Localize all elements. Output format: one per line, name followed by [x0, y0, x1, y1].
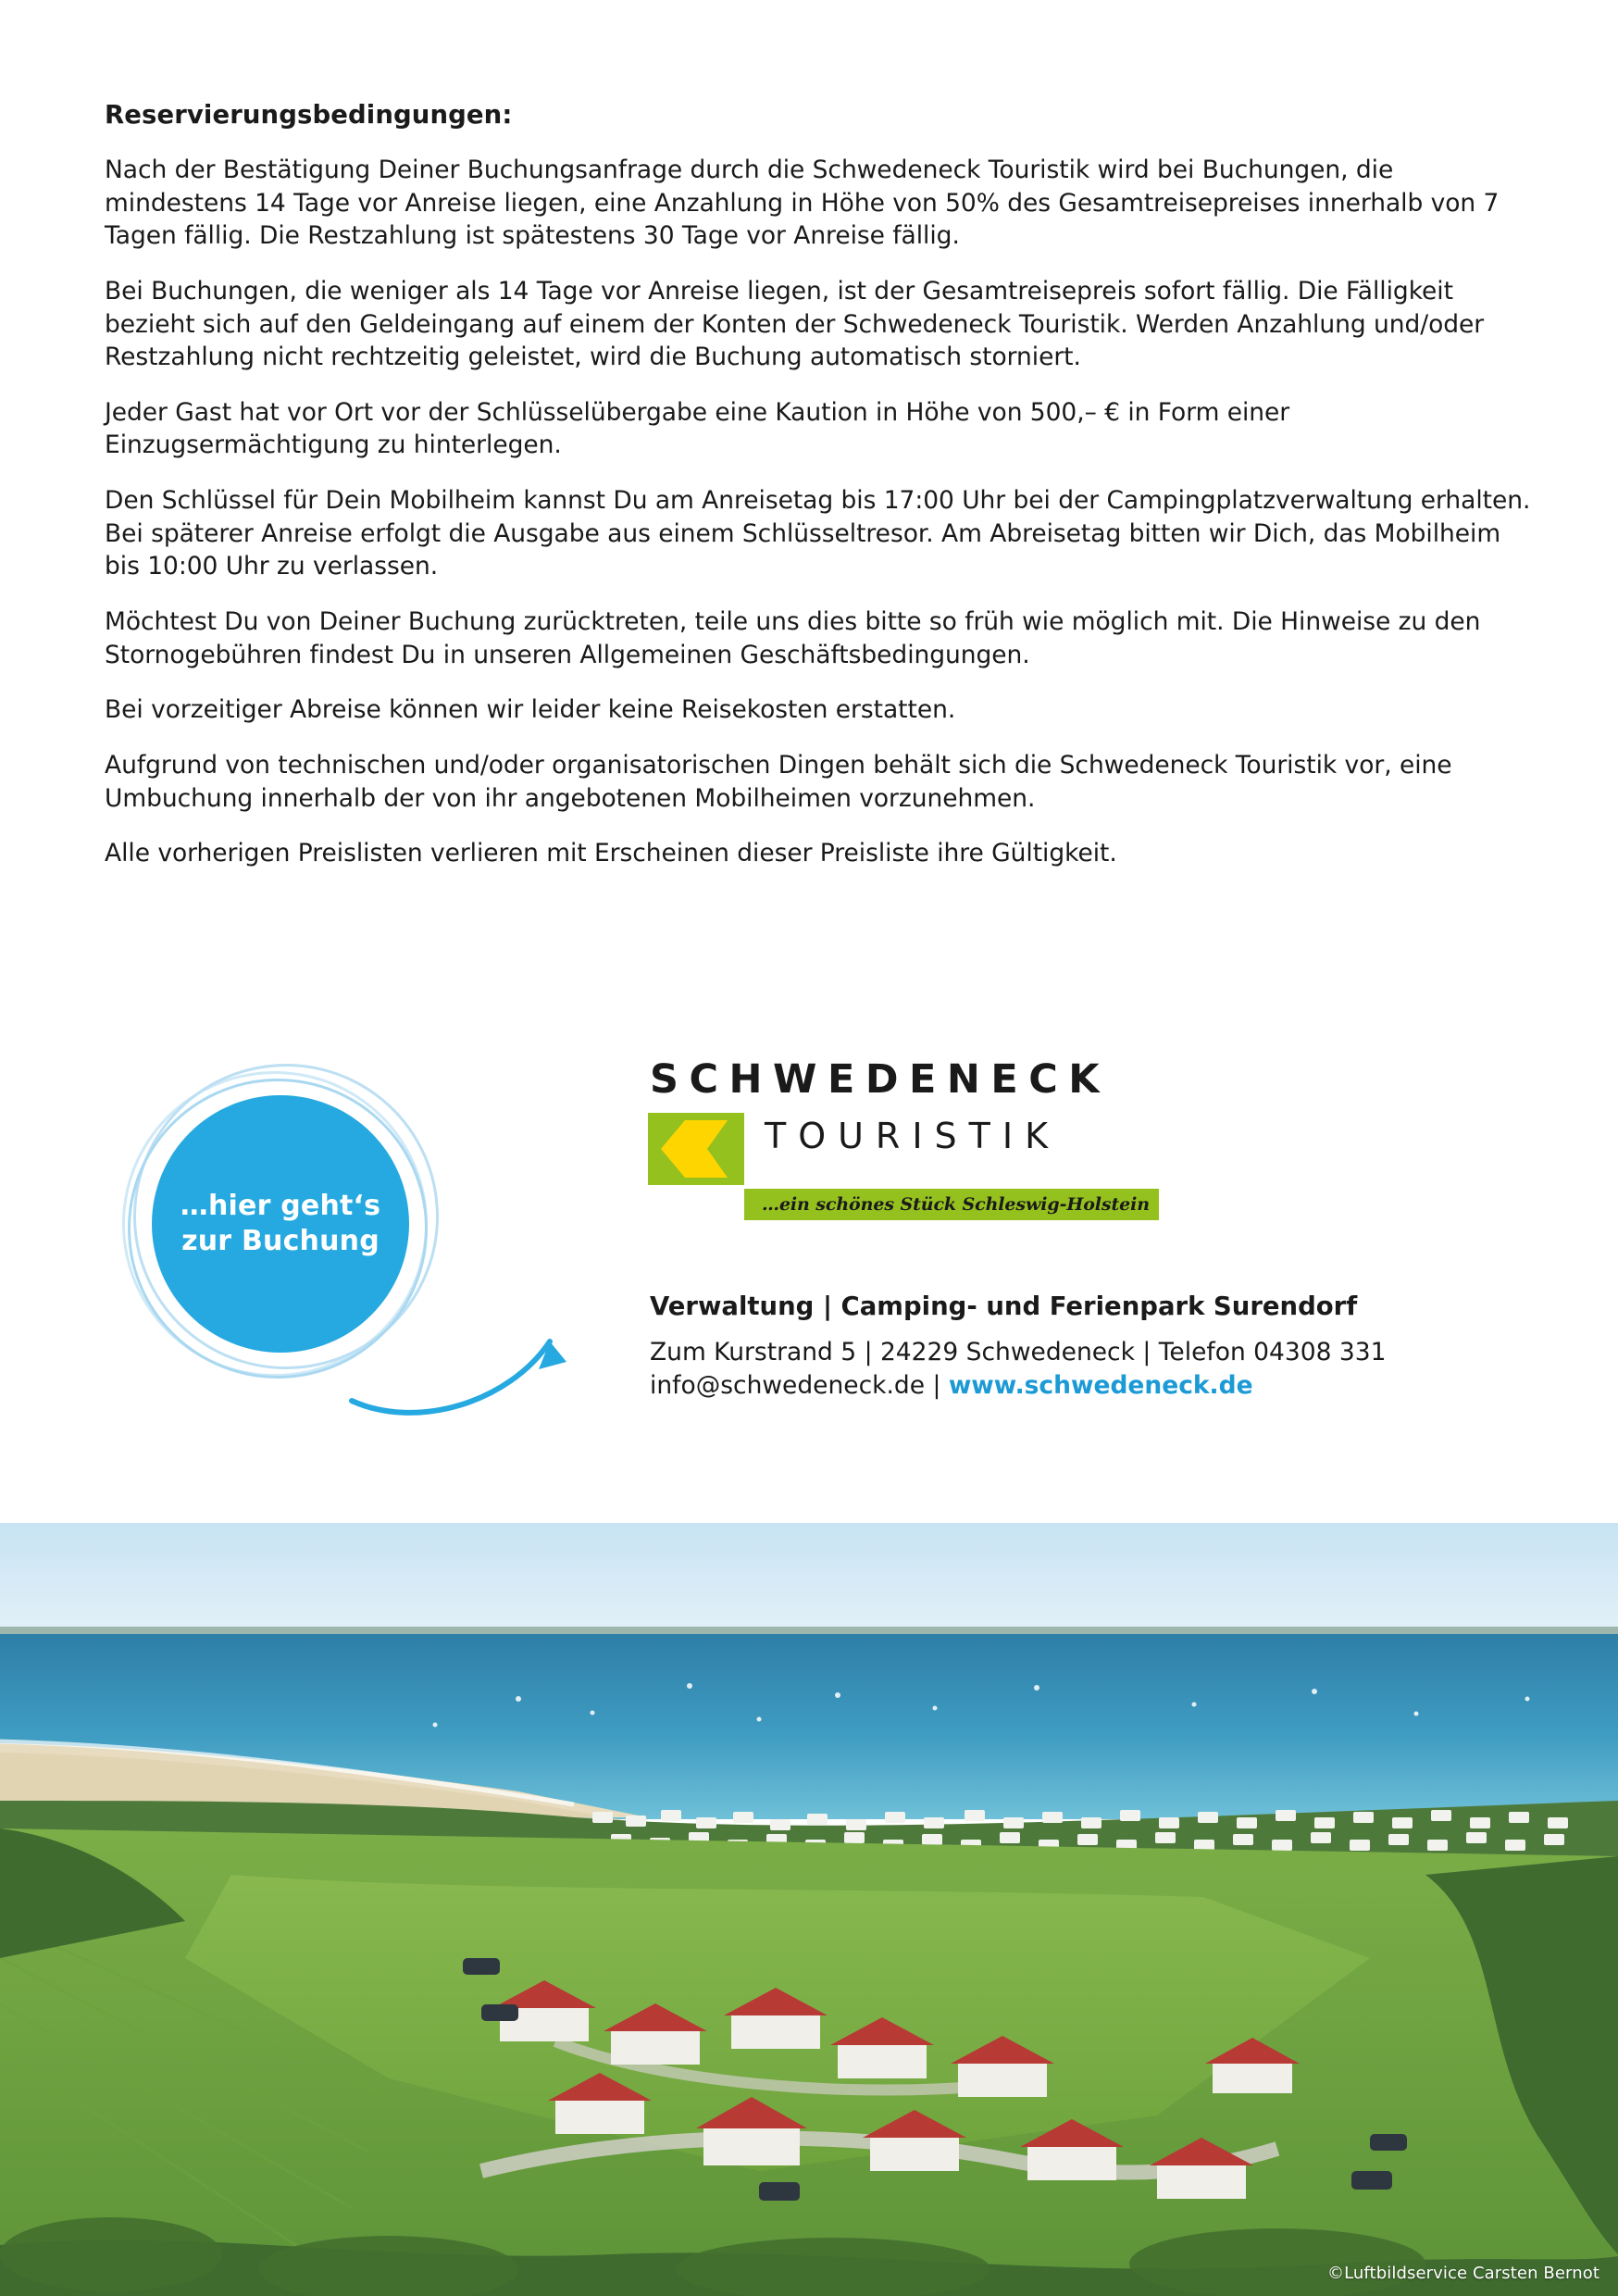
contact-website[interactable]: www.schwedeneck.de: [948, 1370, 1253, 1400]
logo-row: [648, 1113, 1203, 1185]
terms-paragraph: Jeder Gast hat vor Ort vor der Schlüsselübergabe eine Kaution in Höhe von 500,– € in Form einer Einzugsermächtigung zu hinterlegen.: [105, 397, 1290, 460]
contact-title: Verwaltung | Camping- und Ferienpark Surendorf: [650, 1292, 1358, 1321]
curved-arrow-icon: [333, 1245, 592, 1430]
contact-address: Zum Kurstrand 5 | 24229 Schwedeneck | Telefon 04308 331: [650, 1338, 1387, 1366]
aerial-photo-campsite: [0, 1523, 1618, 2296]
contact-block: [650, 1292, 1529, 1403]
page-title: Reservierungsbedingungen:: [105, 100, 513, 130]
terms-paragraph: Alle vorherigen Preislisten verlieren mit Erscheinen dieser Preisliste ihre Gültigkeit.: [105, 839, 1117, 868]
contact-email-line: [650, 1369, 1529, 1403]
logo-subword: TOURISTIK: [765, 1116, 1061, 1156]
contact-separator: |: [925, 1370, 949, 1400]
logo-wordmark: SCHWEDENECK: [650, 1056, 1111, 1103]
booking-line-1: …hier geht‘s: [180, 1189, 381, 1222]
photo-credit: ©Luftbildservice Carsten Bernot: [1327, 2264, 1599, 2283]
booking-badge[interactable]: [111, 1051, 481, 1440]
terms-section: [105, 100, 1535, 870]
terms-paragraph: Bei vorzeitiger Abreise können wir leider keine Reisekosten erstatten.: [105, 695, 956, 725]
terms-paragraph: Nach der Bestätigung Deiner Buchungsanfrage durch die Schwedeneck Touristik wird bei Buchungen, die mindestens 14 Tage vor Anreise liegen, eine Anzahlung in Höhe von 50% des Gesamtreisepreises innerhalb von 7 Tagen fällig. Die Restzahlung ist spätestens 30 Tage vor Anreise fällig.: [105, 156, 1500, 251]
logo-mark-icon: [648, 1113, 744, 1185]
logo-tagline-bar: [744, 1189, 1159, 1220]
booking-line-2: zur Buchung: [181, 1225, 380, 1257]
brand-logo: [648, 1056, 1203, 1220]
terms-paragraph: Aufgrund von technischen und/oder organisatorischen Dingen behält sich die Schwedeneck Touristik vor, eine Umbuchung innerhalb der von ihr angebotenen Mobilheimen vorzunehmen.: [105, 750, 1452, 813]
terms-paragraph: Möchtest Du von Deiner Buchung zurücktreten, teile uns dies bitte so früh wie möglich mit. Die Hinweise zu den Stornogebühren findest Du in unseren Allgemeinen Geschäftsbedingungen.: [105, 607, 1481, 669]
terms-paragraph: Bei Buchungen, die weniger als 14 Tage vor Anreise liegen, ist der Gesamtreisepreis sofort fällig. Die Fälligkeit bezieht sich auf den Geldeingang auf einem der Konten der Schwedeneck Touristik. Werden Anzahlung und/oder Restzahlung nicht rechtzeitig geleistet, wird die Buchung automatisch storniert.: [105, 276, 1485, 372]
terms-paragraph: Den Schlüssel für Dein Mobilheim kannst Du am Anreisetag bis 17:00 Uhr bei der Campingplatzverwaltung erhalten. Bei späterer Anreise erfolgt die Ausgabe aus einem Schlüsseltresor. Am Abreisetag bitten wir Dich, das Mobilheim bis 10:00 Uhr zu verlassen.: [105, 486, 1531, 581]
contact-email[interactable]: info@schwedeneck.de: [650, 1370, 926, 1400]
logo-tagline-text: …ein schönes Stück Schleswig-Holstein: [762, 1194, 1150, 1215]
